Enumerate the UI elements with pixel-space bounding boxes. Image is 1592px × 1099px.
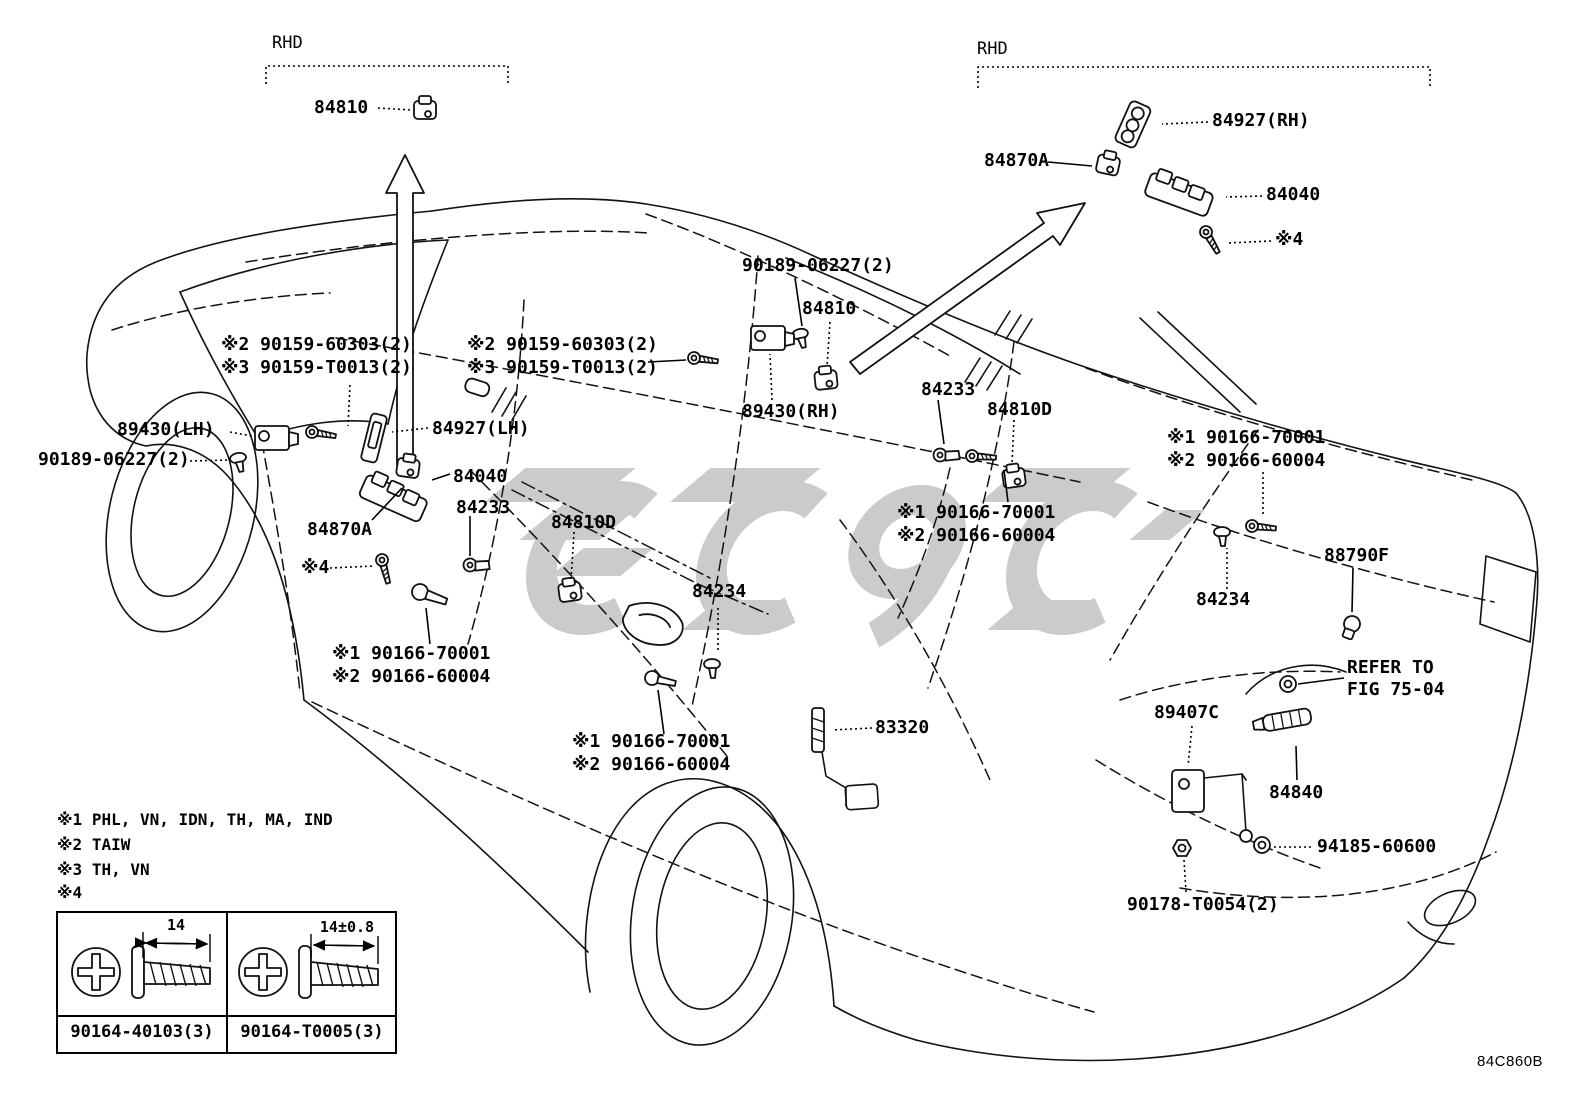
part-label-84040-left: 84040 <box>453 466 508 487</box>
screw-dimension-left: 14 <box>166 916 186 934</box>
part-icon-84810d-left <box>557 577 582 603</box>
rhd-label-left: RHD <box>272 33 303 53</box>
figure-code: 84C860B <box>1477 1053 1544 1070</box>
note-label-90166-1-left: ※1 90166-70001 <box>332 643 491 664</box>
part-label-90189-center: 90189-06227(2) <box>742 255 894 276</box>
part-icon-84840 <box>1252 708 1312 734</box>
refer-note-line1: REFER TO <box>1347 657 1434 678</box>
part-label-84810-top: 84810 <box>314 97 369 118</box>
part-icon-84040-right <box>1144 166 1216 217</box>
note-label-90166-2-right: ※2 90166-60004 <box>1167 450 1326 471</box>
part-icon-84927-lh <box>360 413 387 463</box>
part-label-84810-center: 84810 <box>802 298 857 319</box>
part-label-84870a-left: 84870A <box>307 519 373 540</box>
part-icon-88790f <box>1339 614 1362 641</box>
note-label-90166-1-bottom: ※1 90166-70001 <box>572 731 731 752</box>
part-icon-89430-lh <box>255 426 298 450</box>
part-icon-screw-star4-left <box>375 553 394 585</box>
screw-front-view-left <box>72 948 120 996</box>
note-label-90166-1-mid: ※1 90166-70001 <box>897 502 1056 523</box>
part-label-84234-right: 84234 <box>1196 589 1251 610</box>
part-icon-door-handle <box>618 595 688 652</box>
part-label-89407c: 89407C <box>1154 702 1220 723</box>
part-label-84870a-right: 84870A <box>984 150 1050 171</box>
part-label-star4-right: ※4 <box>1275 229 1304 250</box>
part-label-84234-center: 84234 <box>692 581 747 602</box>
part-icon-screw-84234-right <box>1245 519 1276 534</box>
part-icon-84810-center <box>814 365 838 390</box>
note-label-90166-2-bottom: ※2 90166-60004 <box>572 754 731 775</box>
watermark <box>452 468 1216 635</box>
part-label-89430-lh: 89430(LH) <box>117 419 215 440</box>
part-label-84927-rh: 84927(RH) <box>1212 110 1310 131</box>
part-label-84840: 84840 <box>1269 782 1324 803</box>
part-label-90189-left: 90189-06227(2) <box>38 449 190 470</box>
screw-side-view-right <box>299 934 378 998</box>
part-icon-84233-mid <box>933 448 961 464</box>
part-label-94185: 94185-60600 <box>1317 836 1437 857</box>
part-icon-89407c <box>1172 770 1252 842</box>
part-icon-84870a-right <box>1095 149 1121 176</box>
rhd-brackets <box>266 66 1430 88</box>
note-label-90159-3-mid: ※3 90159-T0013(2) <box>467 357 658 378</box>
part-icon-screw-89430-lh <box>305 425 337 442</box>
part-icon-84810-top <box>414 96 436 119</box>
part-icon-screw-90159-mid <box>687 351 718 367</box>
part-icon-84234-center <box>704 659 720 678</box>
part-icon-grommet-refer <box>1280 676 1296 692</box>
note-label-90159-2-left: ※2 90159-60303(2) <box>221 334 412 355</box>
rhd-label-right: RHD <box>977 39 1008 59</box>
part-label-84810d-mid: 84810D <box>987 399 1053 420</box>
part-label-84810d-left: 84810D <box>551 512 617 533</box>
part-label-84040-right: 84040 <box>1266 184 1321 205</box>
refer-note-line2: FIG 75-04 <box>1347 679 1445 700</box>
part-label-89430-rh: 89430(RH) <box>742 401 840 422</box>
part-icon-screw-right <box>1198 224 1223 256</box>
part-label-84927-lh: 84927(LH) <box>432 418 530 439</box>
note-label-90166-2-mid: ※2 90166-60004 <box>897 525 1056 546</box>
screw-side-view-left <box>132 932 210 998</box>
part-label-84233-mid: 84233 <box>921 379 976 400</box>
part-label-90178: 90178-T0054(2) <box>1127 894 1279 915</box>
note-label-90166-1-right: ※1 90166-70001 <box>1167 427 1326 448</box>
note-label-90159-2-mid: ※2 90159-60303(2) <box>467 334 658 355</box>
part-icon-nut-90178 <box>1173 840 1191 856</box>
screw-part-number-right: 90164-T0005(3) <box>240 1022 384 1042</box>
legend-item-3: ※3 TH, VN <box>57 860 150 879</box>
part-icon-84234-right <box>1214 527 1230 546</box>
part-icon-83320 <box>812 708 824 752</box>
part-label-83320: 83320 <box>875 717 930 738</box>
part-icon-grommet-94185 <box>1254 837 1270 853</box>
part-label-star4-left: ※4 <box>301 557 330 578</box>
part-label-84233-left: 84233 <box>456 497 511 518</box>
legend-item-2: ※2 TAIW <box>57 835 131 854</box>
part-icon-bolt-center <box>644 670 677 690</box>
note-label-90166-2-left: ※2 90166-60004 <box>332 666 491 687</box>
legend-item-4: ※4 <box>57 883 83 902</box>
car-line-art <box>83 199 1538 1061</box>
arrow-up-icon <box>386 155 424 465</box>
part-icon-89430-rh <box>751 326 794 350</box>
part-label-88790f: 88790F <box>1324 545 1390 566</box>
screw-front-view-right <box>239 948 287 996</box>
part-icon-84927-rh <box>1114 100 1152 149</box>
note-label-90159-3-left: ※3 90159-T0013(2) <box>221 357 412 378</box>
screw-dimension-right: 14±0.8 <box>319 918 375 936</box>
screw-part-number-left: 90164-40103(3) <box>70 1022 214 1042</box>
legend-item-1: ※1 PHL, VN, IDN, TH, MA, IND <box>57 810 333 829</box>
part-icon-bolt-left <box>410 582 449 608</box>
